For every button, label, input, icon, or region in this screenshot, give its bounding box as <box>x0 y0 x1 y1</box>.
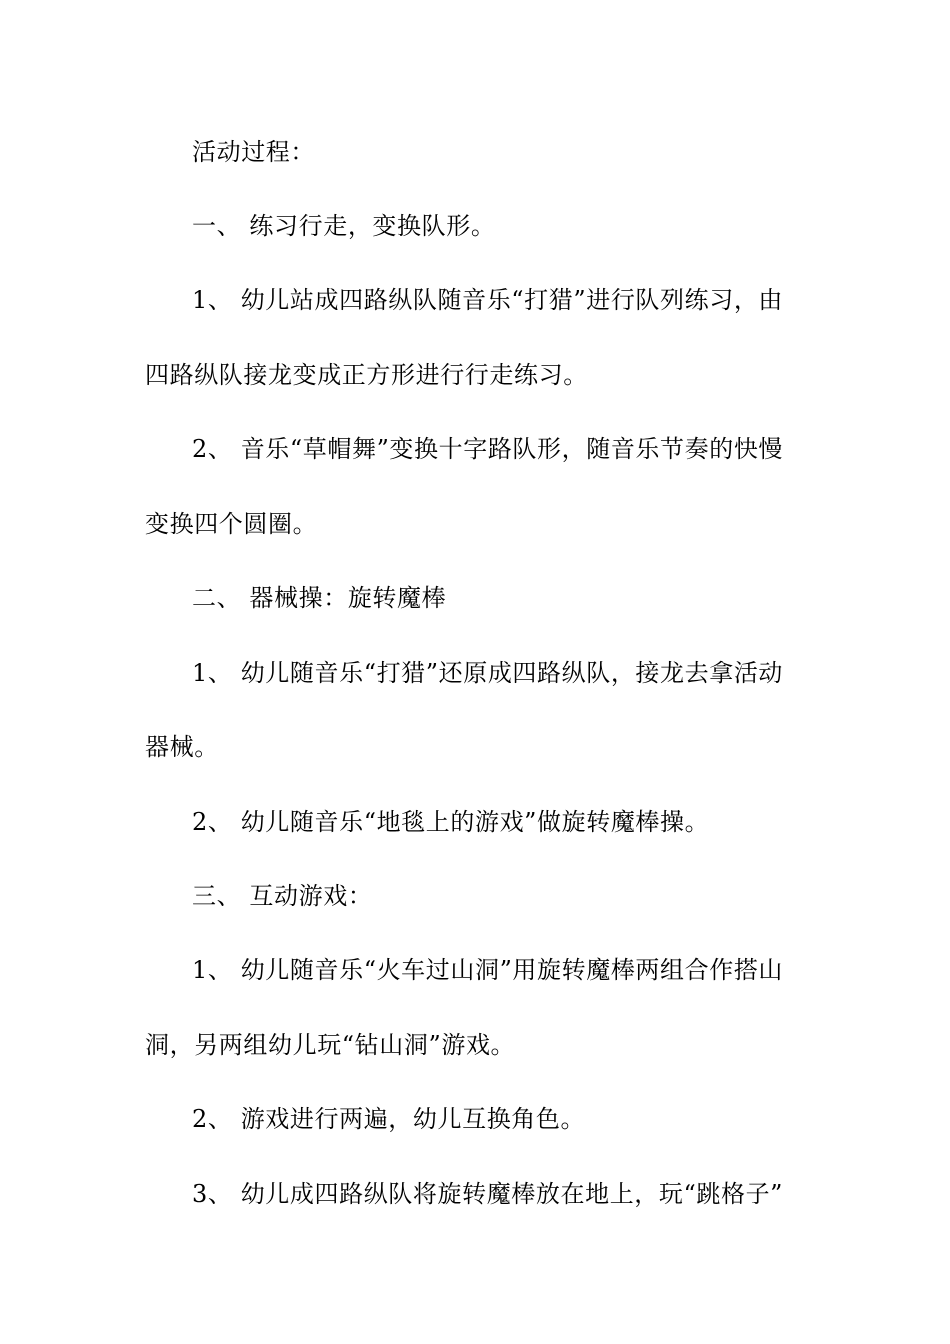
paragraph-line: 1、 幼儿随音乐“打猎”还原成四路纵队，接龙去拿活动 <box>192 659 784 687</box>
paragraph-line: 四路纵队接龙变成正方形进行行走练习。 <box>145 361 588 389</box>
paragraph-line: 1、 幼儿随音乐“火车过山洞”用旋转魔棒两组合作搭山 <box>192 956 784 984</box>
section-heading: 活动过程： <box>192 138 315 166</box>
paragraph-line: 洞，另两组幼儿玩“钻山洞”游戏。 <box>145 1031 516 1059</box>
step-heading: 一、 练习行走，变换队形。 <box>192 212 496 240</box>
paragraph-line: 2、 音乐“草帽舞”变换十字路队形，随音乐节奏的快慢 <box>192 435 784 463</box>
paragraph-line: 3、 幼儿成四路纵队将旋转魔棒放在地上，玩“跳格子” <box>192 1180 784 1208</box>
paragraph-line: 器械。 <box>145 733 219 761</box>
paragraph-line: 2、 游戏进行两遍，幼儿互换角色。 <box>192 1105 586 1133</box>
paragraph-line: 变换四个圆圈。 <box>145 510 318 538</box>
step-heading: 三、 互动游戏： <box>192 882 373 910</box>
paragraph-line: 2、 幼儿随音乐“地毯上的游戏”做旋转魔棒操。 <box>192 808 710 836</box>
step-heading: 二、 器械操：旋转魔棒 <box>192 584 447 612</box>
paragraph-line: 1、 幼儿站成四路纵队随音乐“打猎”进行队列练习，由 <box>192 286 784 314</box>
